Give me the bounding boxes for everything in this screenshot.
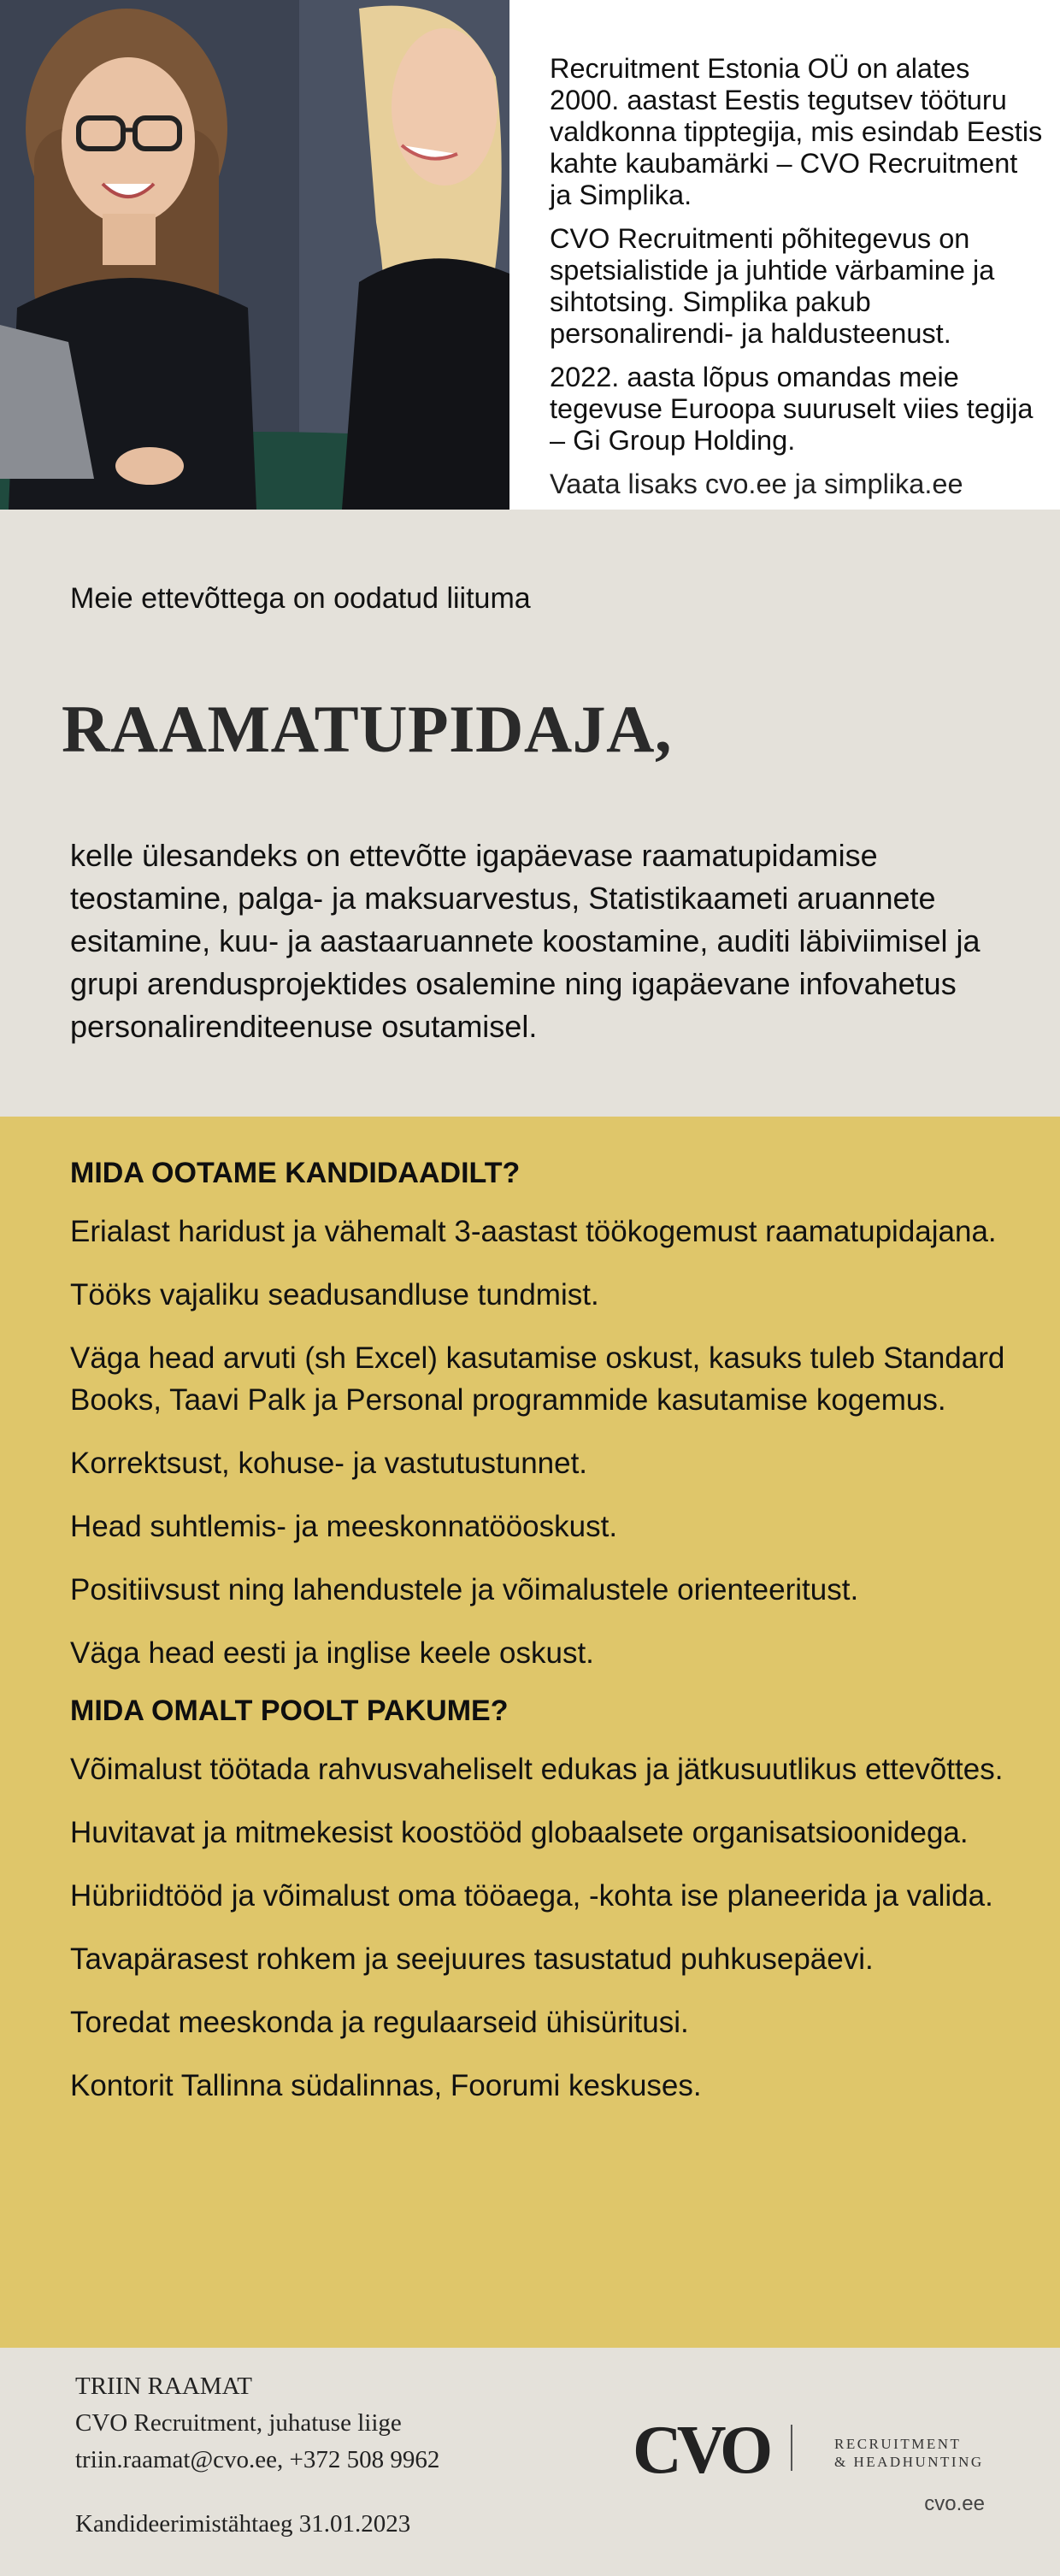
logo-divider — [791, 2425, 792, 2471]
footer-section — [0, 2348, 1060, 2576]
requirements-title: MIDA OOTAME KANDIDAADILT? — [70, 1157, 521, 1189]
team-photo — [0, 0, 509, 510]
position-description: kelle ülesandeks on ettevõtte igapäevase raamatupidamise teostamine, palga- ja maksuarvestus, Statistikaameti aruannete esitamine, kuu- ja aastaaruannete koostamine, auditi läbiviimisel ja grupi arendusprojektides osalemine ning igapäevane infovahetus personalirenditeenuse osutamisel. — [70, 838, 980, 1044]
requirement-item: Erialast haridust ja vähemalt 3-aastast töökogemust raamatupidajana. — [70, 1215, 997, 1248]
contact-details[interactable]: triin.raamat@cvo.ee, +372 508 9962 — [75, 2446, 440, 2473]
contact-role: CVO Recruitment, juhatuse liige — [75, 2409, 402, 2437]
requirement-item: Väga head arvuti (sh Excel) kasutamise oskust, kasuks tuleb Standard Books, Taavi Palk ja Personal programmide kasutamise kogemus. — [70, 1341, 1005, 1417]
requirement-item: Korrektsust, kohuse- ja vastutustunnet. — [70, 1447, 588, 1480]
offer-item: Kontorit Tallinna südalinnas, Foorumi keskuses. — [70, 2069, 702, 2102]
cvo-logo — [633, 2413, 992, 2488]
position-lead: Meie ettevõttega on oodatud liituma — [70, 582, 531, 615]
more-info-link[interactable]: Vaata lisaks cvo.ee ja simplika.ee — [550, 469, 963, 499]
details-section — [0, 1117, 1060, 2348]
requirement-item: Väga head eesti ja inglise keele oskust. — [70, 1636, 594, 1670]
requirement-item: Tööks vajaliku seadusandluse tundmist. — [70, 1278, 599, 1312]
website-link[interactable]: cvo.ee — [924, 2492, 985, 2515]
company-intro — [550, 53, 1045, 512]
header-section — [0, 0, 1060, 510]
offer-item: Toredat meeskonda ja regulaarseid ühisüritusi. — [70, 2006, 689, 2039]
intro-paragraph-2: CVO Recruitmenti põhitegevus on spetsialistide ja juhtide värbamine ja sihtotsing. Simplika pakub personalirendi- ja haldusteenust. — [550, 223, 995, 349]
requirement-item: Head suhtlemis- ja meeskonnatööoskust. — [70, 1510, 618, 1543]
offer-item: Huvitavat ja mitmekesist koostööd globaalsete organisatsioonidega. — [70, 1816, 969, 1849]
intro-paragraph-3: 2022. aasta lõpus omandas meie tegevuse Euroopa suuruselt viies tegija – Gi Group Holding. — [550, 362, 1034, 456]
intro-paragraph-1: Recruitment Estonia OÜ on alates 2000. aastast Eestis tegutsev tööturu valdkonna tipptegija, mis esindab Eestis kahte kaubamärki – CVO Recruitment ja Simplika. — [550, 53, 1043, 210]
offer-item: Tavapärasest rohkem ja seejuures tasustatud puhkusepäevi. — [70, 1942, 874, 1976]
position-title: RAAMATUPIDAJA, — [62, 692, 672, 766]
contact-name: TRIIN RAAMAT — [75, 2373, 253, 2400]
offer-title: MIDA OMALT POOLT PAKUME? — [70, 1695, 509, 1727]
cvo-logo-mark: CVO — [633, 2413, 768, 2488]
logo-tagline-line-2: & HEADHUNTING — [834, 2454, 984, 2470]
position-section — [0, 510, 1060, 1117]
logo-tagline-line-1: RECRUITMENT — [834, 2436, 962, 2452]
requirement-item: Positiivsust ning lahendustele ja võimalustele orienteeritust. — [70, 1573, 859, 1606]
application-deadline: Kandideerimistähtaeg 31.01.2023 — [75, 2510, 411, 2538]
contact-block — [75, 2368, 439, 2479]
offer-item: Hübriidtööd ja võimalust oma tööaega, -kohta ise planeerida ja valida. — [70, 1879, 993, 1913]
offer-item: Võimalust töötada rahvusvaheliselt edukas ja jätkusuutlikus ettevõttes. — [70, 1753, 1004, 1786]
logo-tagline — [834, 2435, 984, 2471]
